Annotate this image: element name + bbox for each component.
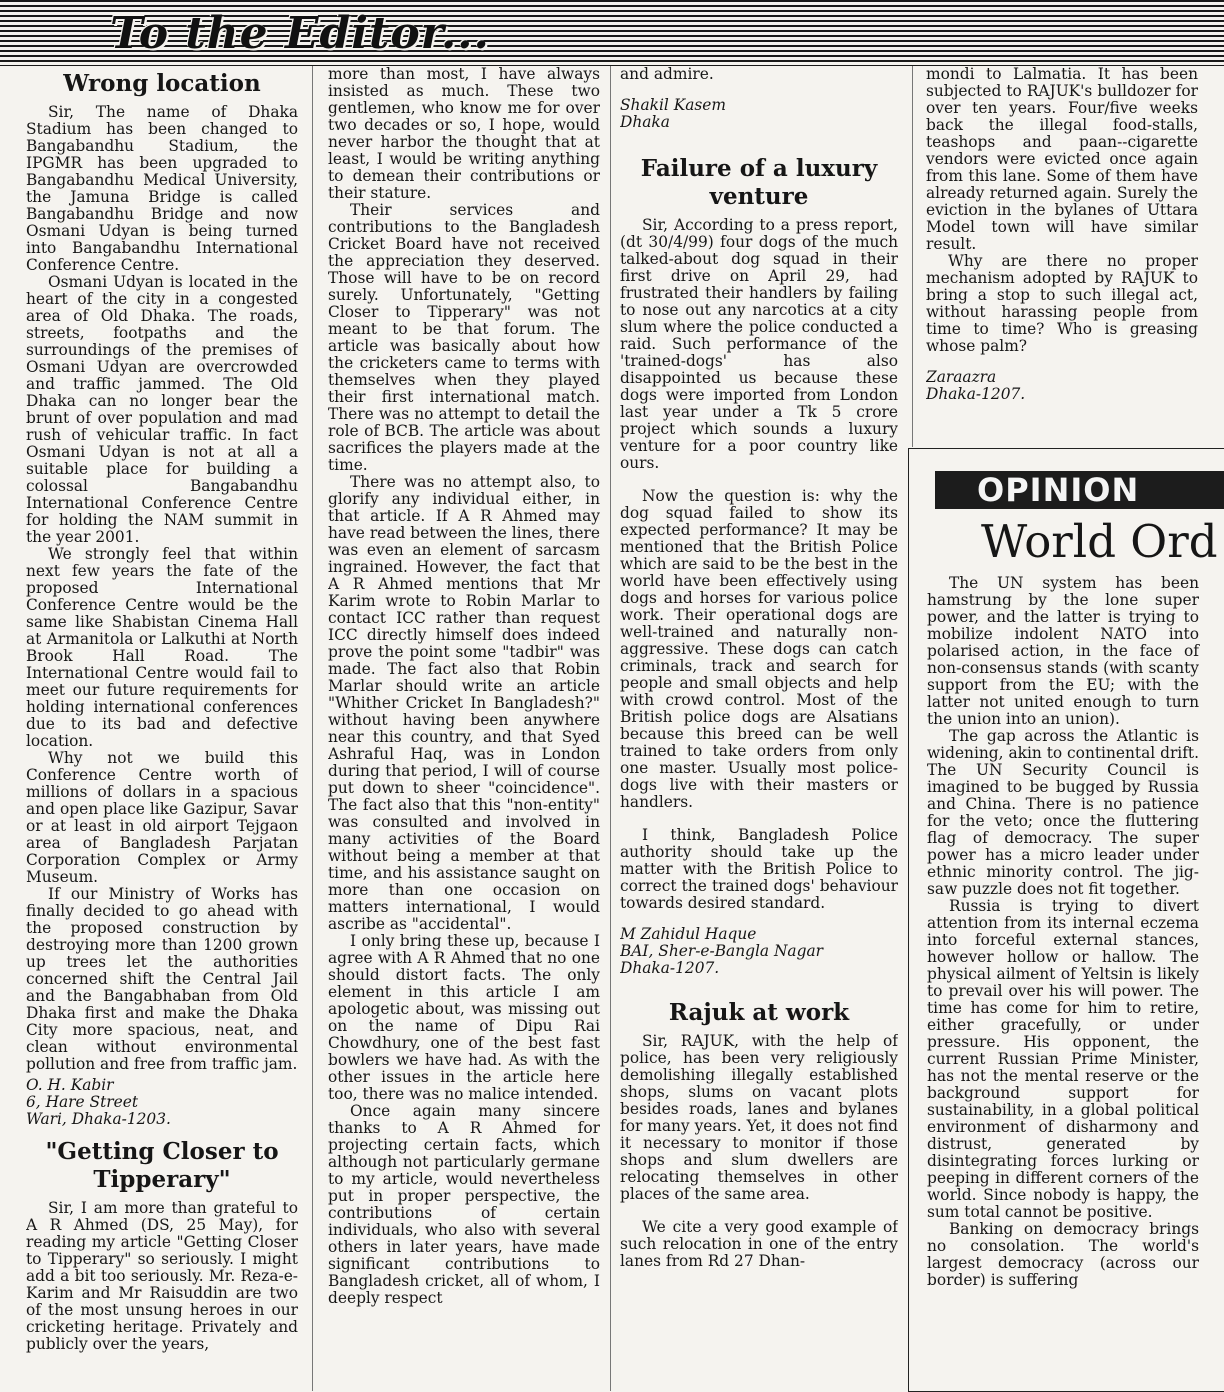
opinion-paragraph: Banking on democracy brings no consolation. The world's largest democracy (across our border) is suffering (927, 1220, 1199, 1289)
letter-paragraph: Once again many sincere thanks to A R Ahmed for projecting certain facts, which although not particularly germane to my article, would nevertheless put in proper perspective, the contributions of certain individuals, who also with several others in later years, have made significant contributions to Bangladesh cricket, all of whom, I deeply respect (328, 1102, 600, 1307)
letter-paragraph: Sir, According to a press report, (dt 30/4/99) four dogs of the much talked-about dog squad in their first drive on April 29, had frustrated their handlers by failing to nose out any narcotics at a city slum where the police conducted a raid. Such performance of the 'trained-dogs' has also disappointed us because these dogs were imported from London last year under a Tk 5 crore project which sounds a luxury venture for a poor country like ours. (620, 216, 898, 472)
letter-signature-address: BAI, Sher-e-Bangla Nagar (620, 942, 823, 960)
letter-heading-wrong-location: Wrong location (63, 70, 261, 97)
letter-heading-rajuk: Rajuk at work (668, 999, 850, 1026)
letter-paragraph: Why not we build this Conference Centre worth of millions of dollars in a spacious and open place like Gazipur, Savar or at least in old airport Tejgaon area of Bangladesh Parjatan Corporation Complex or Army Museum. (26, 749, 298, 886)
opinion-box (908, 448, 1224, 1392)
opinion-paragraph: Russia is trying to divert attention from its internal eczema into forceful external stances, however hollow or hallow. The physical ailment of Yeltsin is likely to prevail over his will power. The time has come for him to retire, either gracefully, or under pressure. His opponent, the current Russian Prime Minister, has not the mental reserve or the background support for sustainability, in a global political environment of disharmony and distrust, generated by disintegrating forces lurking or peeping in different corners of the world. Since nobody is happy, the sum total cannot be positive. (927, 897, 1199, 1221)
letter-paragraph: Osmani Udyan is located in the heart of the city in a congested area of Old Dhaka. The roads, streets, footpaths and the surroundings of the premises of Osmani Udyan are overcrowded and traffic jammed. The Old Dhaka can no longer bear the brunt of over population and mad rush of vehicular traffic. In fact Osmani Udyan is not at all a suitable place for building a colossal Bangabandhu International Conference Centre for holding the NAM summit in the year 2001. (26, 273, 298, 546)
letter-paragraph: Sir, RAJUK, with the help of police, has been very religiously demolishing illegally established shops, slums on vacant plots besides roads, lanes and bylanes for many years. Yet, it does not find it necessary to monitor if those shops and slum dwellers are relocating themselves in other places of the same area. (620, 1032, 898, 1203)
section-title: To the Editor... (110, 8, 490, 59)
letter-paragraph: I only bring these up, because I agree with A R Ahmed that no one should distort facts. The only element in this article I am apologetic about, was missing out on the name of Dipu Rai Chowdhury, one of the best fast bowlers we have had. As with the other issues in the article here too, there was no malice intended. (328, 932, 600, 1103)
letter-signature-name: O. H. Kabir (26, 1076, 114, 1094)
letter-paragraph: We cite a very good example of such relocation in one of the entry lanes from Rd 27 Dhan- (620, 1218, 898, 1270)
letter-signature-address: 6, Hare Street (26, 1093, 139, 1111)
letter-signature-name: Zaraazra (926, 368, 997, 386)
section-masthead (0, 0, 1224, 66)
opinion-body (927, 575, 1199, 1289)
letter-heading-tipperary: "Getting Closer to Tipperary" (45, 1138, 279, 1193)
letter-paragraph: If our Ministry of Works has finally decided to go ahead with the proposed construction by destroying more than 1200 grown up trees let the authorities concerned shift the Central Jail and the Bangabhaban from Old Dhaka first and make the Dhaka City more spacious, neat, and clean without environmental pollution and free from traffic jam. (26, 885, 298, 1073)
letter-paragraph: Sir, I am more than grateful to A R Ahmed (DS, 25 May), for reading my article "Getting Closer to Tipperary" so seriously. I might add a bit too seriously. Mr. Reza-e-Karim and Mr Raisuddin are two of the most unsung heroes in our cricketing heritage. Privately and publicly over the years, (26, 1199, 298, 1353)
opinion-paragraph: The UN system has been hamstrung by the lone super power, and the latter is trying to mobilize indolent NATO into polarised action, in the face of non-consensus stands (with scanty support from the EU; with the latter not united enough to turn the union into an union). (927, 574, 1199, 728)
letter-paragraph: and admire. (620, 66, 714, 83)
letter-signature-city: Wari, Dhaka-1203. (26, 1110, 171, 1128)
letter-signature-name: M Zahidul Haque (620, 925, 757, 943)
letter-paragraph: Their services and contributions to the Bangladesh Cricket Board have not received the appreciation they deserved. Those will have to be on record surely. Unfortunately, "Getting Closer to Tipperary" was not meant to be that forum. The article was basically about how the cricketers came to terms with themselves when they played their first international match. There was no attempt to detail the role of BCB. The article was about sacrifices the players made at the time. (328, 201, 600, 474)
column-2 (328, 66, 600, 1391)
letter-signature-city: Dhaka-1207. (926, 385, 1026, 403)
opinion-heading: World Ord (981, 515, 1218, 568)
opinion-paragraph: The gap across the Atlantic is widening, akin to continental drift. The UN Security Council is imagined to be bugged by Russia and China. There is no patience for the veto; once the fluttering flag of democracy. The super power has a micro leader under ethnic minority control. The jig-saw puzzle does not fit together. (927, 727, 1199, 898)
letter-paragraph: I think, Bangladesh Police authority should take up the matter with the British Police to correct the trained dogs' behaviour towards desired standard. (620, 826, 898, 912)
letter-paragraph: Why are there no proper mechanism adopted by RAJUK to bring a stop to such illegal act, without harassing people from time to time? Who is greasing whose palm? (926, 252, 1198, 355)
letter-heading-luxury-venture: Failure of a luxury venture (640, 155, 878, 210)
letter-paragraph: There was no attempt also, to glorify any individual either, in that article. If A R Ahmed may have read between the lines, there was even an element of sarcasm ingrained. However, the fact that A R Ahmed mentions that Mr Karim wrote to Robin Marlar to contact ICC rather than request ICC directly himself does indeed prove the point some "tadbir" was made. The fact also that Robin Marlar should write an article "Whither Cricket In Bangladesh?" without having been anywhere near this country, and that Syed Ashraful Haq, was in London during that period, I will of course put down to sheer "coincidence". The fact also that this "non-entity" was consulted and involved in many activities of the Board without being a member at that time, and his assistance saught on more than one occasion on matters international, I would ascribe as "accidental". (328, 473, 600, 933)
opinion-tag (935, 471, 1224, 509)
opinion-tag-label: OPINION (977, 471, 1140, 509)
letter-paragraph: We strongly feel that within next few years the fate of the proposed International Conference Centre would be the same like Shabistan Cinema Hall at Armanitola or Lalkuthi at North Brook Hall Road. The International Centre would fail to meet our future requirements for holding international conferences due to its bad and defective location. (26, 545, 298, 750)
letter-paragraph: Sir, The name of Dhaka Stadium has been changed to Bangabandhu Stadium, the IPGMR has been upgraded to Bangabandhu Medical University, the Jamuna Bridge is called Bangabandhu Bridge and now Osmani Udyan is being turned into Bangabandhu International Conference Centre. (26, 103, 298, 274)
column-rule (912, 66, 913, 447)
letter-paragraph: Now the question is: why the dog squad failed to show its expected performance? It may be mentioned that the British Police which are said to be the best in the world have been effectively using dogs and horses for various police work. Their operational dogs are well-trained and naturally non-aggressive. These dogs can catch criminals, track and search for people and small objects and help with crowd control. Most of the British police dogs are Alsatians because this breed can be well trained to take orders from only one master. Usually most police-dogs live with their masters or handlers. (620, 487, 898, 811)
letter-signature-city: Dhaka-1207. (620, 959, 720, 977)
letter-signature-city: Dhaka (620, 113, 670, 131)
column-rule (312, 66, 313, 1391)
column-3 (620, 66, 898, 1391)
column-1 (26, 66, 298, 1391)
letter-paragraph: mondi to Lalmatia. It has been subjected to RAJUK's bulldozer for over ten years. Four/five weeks back the illegal food-stalls, teashops and paan--cigarette vendors were evicted once again from this lane. Some of them have already returned again. Surely the eviction in the bylanes of Uttara Model town will have similar result. (926, 66, 1198, 253)
column-rule (610, 66, 611, 1391)
letter-signature-name: Shakil Kasem (620, 96, 726, 114)
letter-paragraph: more than most, I have always insisted as much. These two gentlemen, who know me for over two decades or so, I hope, would never harbor the thought that at least, I would be writing anything to demean their contributions or their stature. (328, 66, 600, 202)
